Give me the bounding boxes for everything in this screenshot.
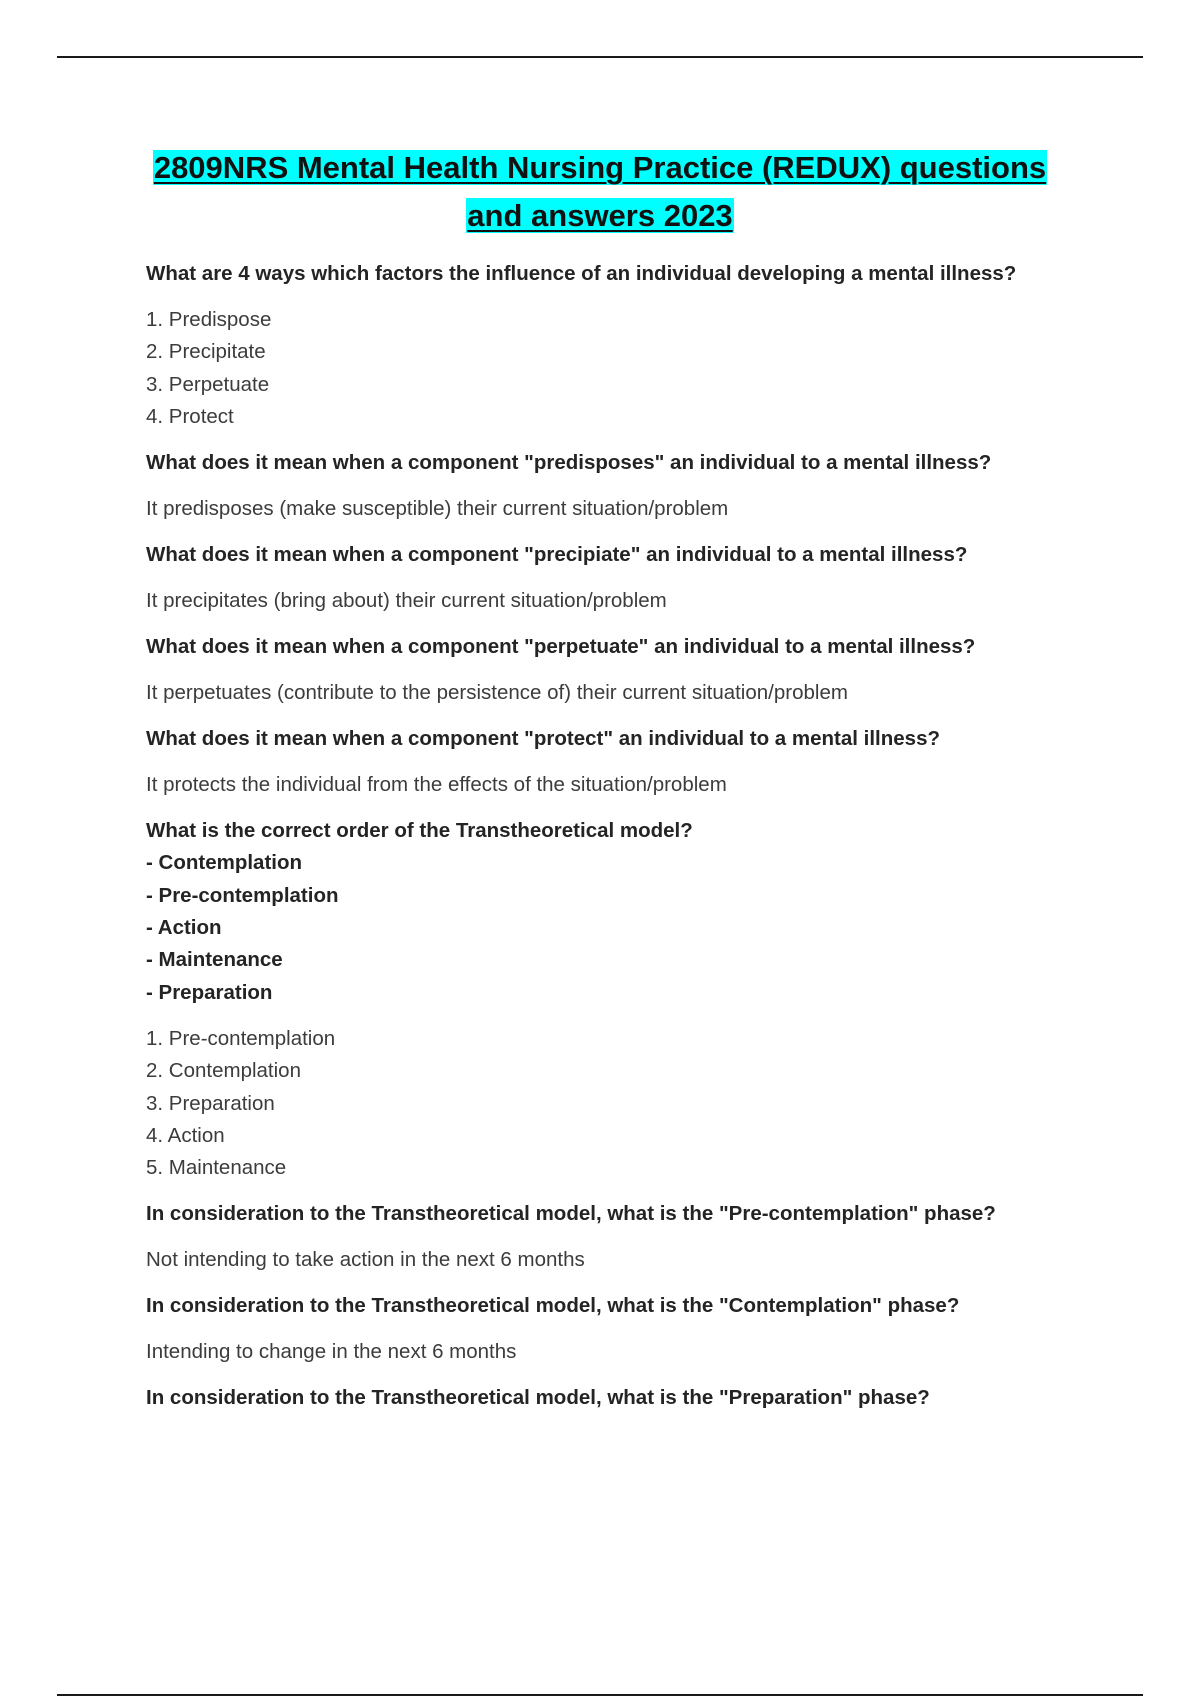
list-item: 2. Precipitate xyxy=(146,340,266,364)
question-7: In consideration to the Transtheoretical model, what is the "Pre-contemplation" phase? xyxy=(146,1202,996,1226)
list-item: 1. Predispose xyxy=(146,308,272,331)
list-item: 4. Action xyxy=(146,1123,225,1147)
list-item: 3. Preparation xyxy=(146,1091,275,1115)
list-item: - Action xyxy=(146,916,222,940)
question-3: What does it mean when a component "precipiate" an individual to a mental illness? xyxy=(146,543,968,567)
answer-3: It precipitates (bring about) their current situation/problem xyxy=(146,589,667,613)
list-item: - Contemplation xyxy=(146,851,303,875)
document-title-line-2: and answers 2023 xyxy=(467,198,733,233)
list-item: 2. Contemplation xyxy=(146,1059,301,1083)
answer-5: It protects the individual from the effects of the situation/problem xyxy=(146,773,727,797)
list-item: - Maintenance xyxy=(146,948,283,972)
header-rule xyxy=(57,56,1143,58)
answer-1-list xyxy=(146,304,1076,433)
footer-rule xyxy=(57,1694,1143,1696)
qa-content xyxy=(146,258,1076,1428)
list-item: 1. Pre-contemplation xyxy=(146,1026,336,1050)
answer-7: Not intending to take action in the next 6 months xyxy=(146,1248,585,1272)
document-title-line-1: 2809NRS Mental Health Nursing Practice (REDUX) questions xyxy=(153,150,1047,185)
answer-4: It perpetuates (contribute to the persistence of) their current situation/problem xyxy=(146,681,848,705)
list-item: - Preparation xyxy=(146,980,273,1004)
answer-6-list xyxy=(146,1023,1076,1184)
answer-2: It predisposes (make susceptible) their current situation/problem xyxy=(146,497,729,521)
answer-8: Intending to change in the next 6 months xyxy=(146,1340,517,1364)
list-item: 5. Maintenance xyxy=(146,1156,287,1180)
question-4: What does it mean when a component "perpetuate" an individual to a mental illness? xyxy=(146,635,976,659)
question-2: What does it mean when a component "predisposes" an individual to a mental illness? xyxy=(146,451,992,475)
list-item: 3. Perpetuate xyxy=(146,372,270,396)
question-6 xyxy=(146,815,1076,1009)
question-8: In consideration to the Transtheoretical model, what is the "Contemplation" phase? xyxy=(146,1294,960,1318)
question-5: What does it mean when a component "protect" an individual to a mental illness? xyxy=(146,727,940,751)
document-title xyxy=(100,144,1100,240)
list-item: - Pre-contemplation xyxy=(146,883,339,907)
question-9: In consideration to the Transtheoretical model, what is the "Preparation" phase? xyxy=(146,1386,930,1410)
question-6-text: What is the correct order of the Transtheoretical model? xyxy=(146,819,693,843)
question-1: What are 4 ways which factors the influence of an individual developing a mental illness? xyxy=(146,262,1017,285)
list-item: 4. Protect xyxy=(146,404,234,428)
